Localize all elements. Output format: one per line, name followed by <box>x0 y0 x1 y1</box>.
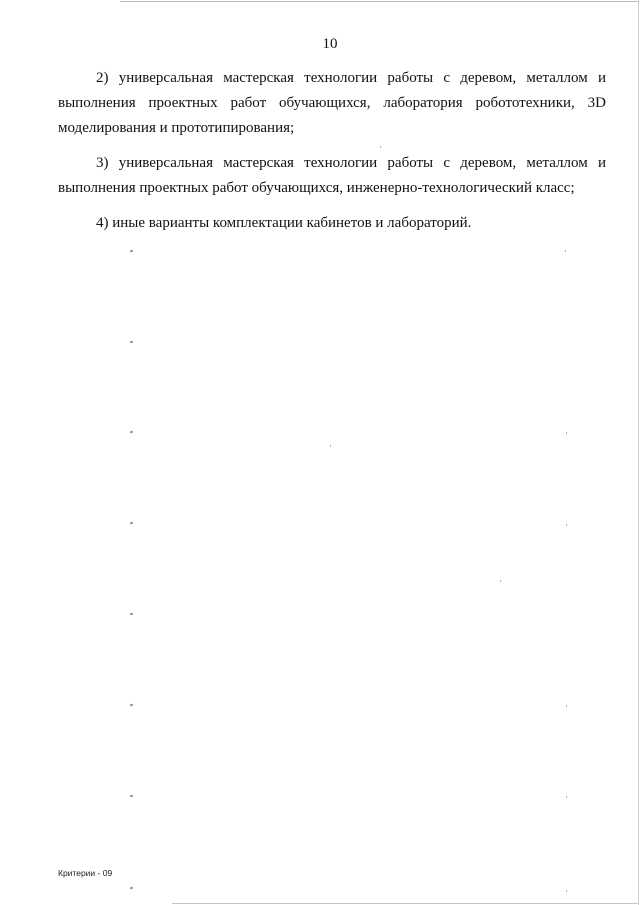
scan-mark <box>130 430 134 433</box>
scan-speck <box>566 705 567 707</box>
body-text <box>58 66 606 246</box>
page-number: 10 <box>322 36 338 52</box>
scan-mark <box>130 794 134 797</box>
scan-speck <box>330 445 331 447</box>
paragraph-item-3: 3) универсальная мастерская технологии работы с деревом, металлом и выполнения проектных работ обучающихся, инженерно-технологический класс; <box>58 155 606 196</box>
scan-speck <box>566 796 567 798</box>
scan-speck <box>565 250 566 252</box>
scan-speck <box>566 890 567 892</box>
scan-speck <box>500 580 501 582</box>
scan-speck <box>566 432 567 434</box>
scan-edge-top <box>120 1 638 2</box>
scan-mark <box>130 340 134 343</box>
scan-mark <box>130 249 134 252</box>
scan-mark <box>130 886 134 889</box>
footer-code: Критерии - 09 <box>58 868 113 878</box>
scan-edge-right <box>638 0 639 905</box>
paragraph-item-2: 2) универсальная мастерская технологии работы с деревом, металлом и выполнения проектных работ обучающихся, лаборатория робототехники, 3D моделирования и прототипирования; <box>58 70 606 136</box>
scan-speck <box>380 146 381 148</box>
scan-mark <box>130 521 134 524</box>
scan-mark <box>130 612 134 615</box>
scan-speck <box>566 524 567 526</box>
scan-mark <box>130 703 134 706</box>
paragraph-item-4: 4) иные варианты комплектации кабинетов и лабораторий. <box>96 215 472 231</box>
scan-edge-bottom <box>172 903 638 904</box>
